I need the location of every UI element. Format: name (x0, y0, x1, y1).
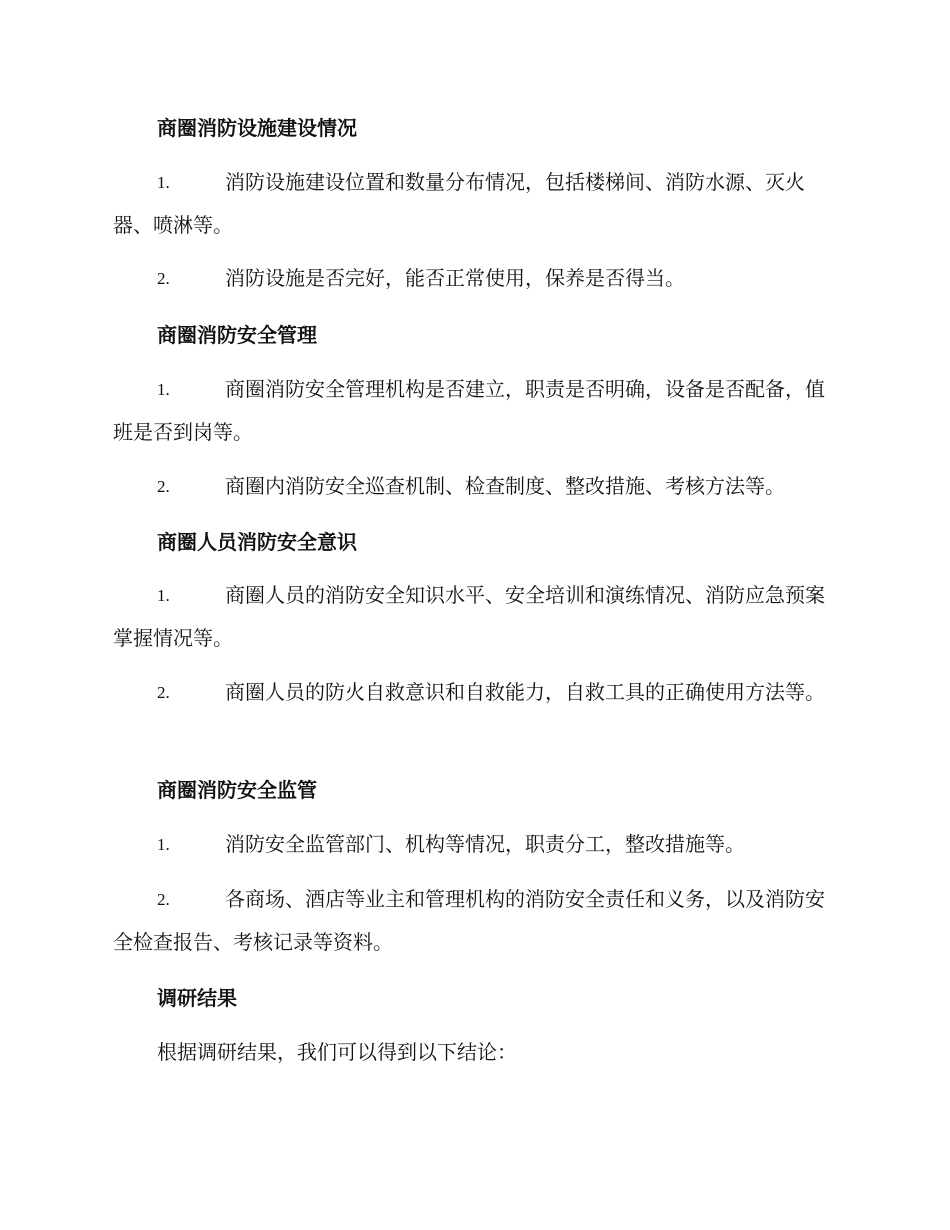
section-heading: 调研结果 (157, 986, 237, 1010)
item-text: 商圈消防安全管理机构是否建立，职责是否明确，设备是否配备，值班是否到岗等。 (113, 377, 825, 444)
item-text: 商圈内消防安全巡查机制、检查制度、整改措施、考核方法等。 (225, 474, 785, 498)
item-number: 1. (157, 380, 170, 399)
item-text: 消防安全监管部门、机构等情况，职责分工，整改措施等。 (225, 832, 745, 856)
item-number: 2. (157, 683, 170, 702)
item-number: 2. (157, 890, 170, 909)
item-text: 商圈人员的消防安全知识水平、安全培训和演练情况、消防应急预案掌握情况等。 (113, 583, 825, 650)
section-heading: 商圈消防安全监管 (157, 778, 317, 802)
section-heading: 商圈消防安全管理 (157, 323, 317, 347)
item-number: 1. (157, 586, 170, 605)
item-text: 消防设施建设位置和数量分布情况，包括楼梯间、消防水源、灭火器、喷淋等。 (113, 170, 805, 237)
item-number: 2. (157, 269, 170, 288)
item-number: 1. (157, 173, 170, 192)
section-heading: 商圈消防设施建设情况 (157, 116, 357, 140)
item-text: 各商场、酒店等业主和管理机构的消防安全责任和义务，以及消防安全检查报告、考核记录等资料。 (113, 887, 825, 954)
conclusion-text: 根据调研结果，我们可以得到以下结论： (157, 1040, 517, 1064)
item-text: 商圈人员的防火自救意识和自救能力，自救工具的正确使用方法等。 (225, 680, 825, 704)
section-heading: 商圈人员消防安全意识 (157, 530, 357, 554)
item-number: 1. (157, 835, 170, 854)
item-number: 2. (157, 477, 170, 496)
item-text: 消防设施是否完好，能否正常使用，保养是否得当。 (225, 266, 685, 290)
